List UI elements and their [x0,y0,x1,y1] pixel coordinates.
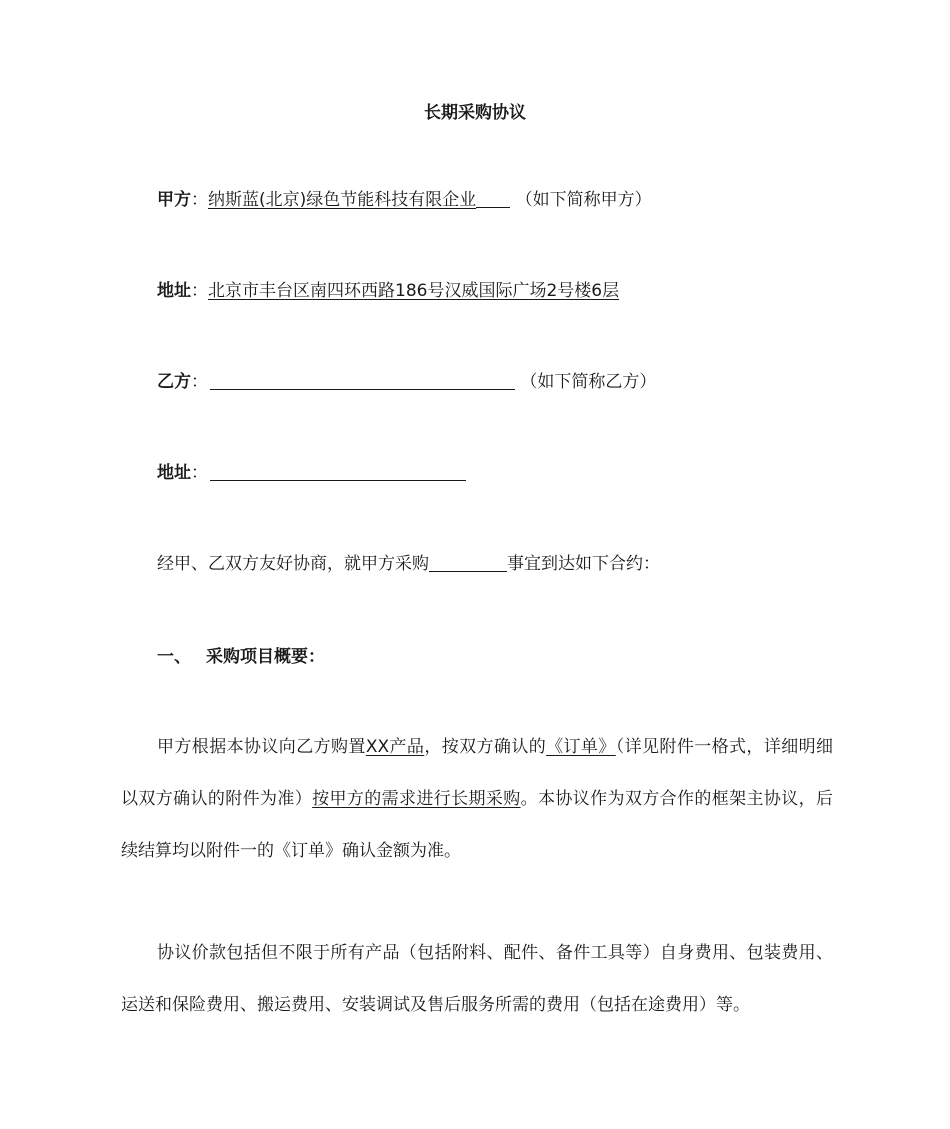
intro-line [157,552,660,576]
para1-text-4: 。本协议作为双方合作的框架主协议，后续结算均以附件一的《订单》确认金额为准。 [121,789,833,861]
party-b-colon: ： [191,372,208,392]
party-b-label: 乙方 [157,372,191,392]
para1-product: XX产品 [365,737,425,757]
address-b-label: 地址 [157,463,191,483]
paragraph-price-scope: 协议价款包括但不限于所有产品（包括附料、配件、备件工具等）自身费用、包装费用、运送和保险费用、搬运费用、安装调试及售后服务所需的费用（包括在途费用）等。 [121,943,833,1015]
party-a-name-blank [476,189,510,208]
address-b-line [157,461,466,485]
address-b-colon: ： [191,463,208,483]
party-a-label: 甲方 [157,190,191,210]
party-a-name: 纳斯蓝(北京)绿色节能科技有限企业 [208,190,477,210]
section-title: 采购项目概要： [206,647,325,667]
paragraph-purchase-scope [121,721,833,877]
party-b-suffix: （如下简称乙方） [520,372,657,392]
para1-long-term: 按甲方的需求进行长期采购 [312,789,521,809]
address-a-colon: ： [191,281,208,301]
party-a-line [157,188,652,212]
section-heading [157,645,325,669]
party-b-name-blank [210,371,515,390]
party-a-colon: ： [191,190,208,210]
para1-text-1: 甲方根据本协议向乙方购置 [157,737,366,757]
purchase-item-blank [429,553,507,572]
intro-text-before: 经甲、乙双方友好协商，就甲方采购 [157,554,429,574]
para1-text-2: ，按双方确认的 [424,737,547,757]
address-a-label: 地址 [157,281,191,301]
para1-text-3: （详见附件一格式，详细明细以双方确认的附件为准） [121,737,834,809]
page-title: 长期采购协议 [424,103,526,123]
address-a-line [157,279,619,303]
party-a-suffix: （如下简称甲方） [515,190,652,210]
party-b-line [157,370,656,394]
section-number: 一、 [157,647,191,667]
para1-order: 《订单》 [546,737,616,757]
address-b-blank [210,462,466,481]
address-a-value: 北京市丰台区南四环西路186号汉威国际广场2号楼6层 [208,281,620,301]
intro-text-after: 事宜到达如下合约： [507,554,660,574]
